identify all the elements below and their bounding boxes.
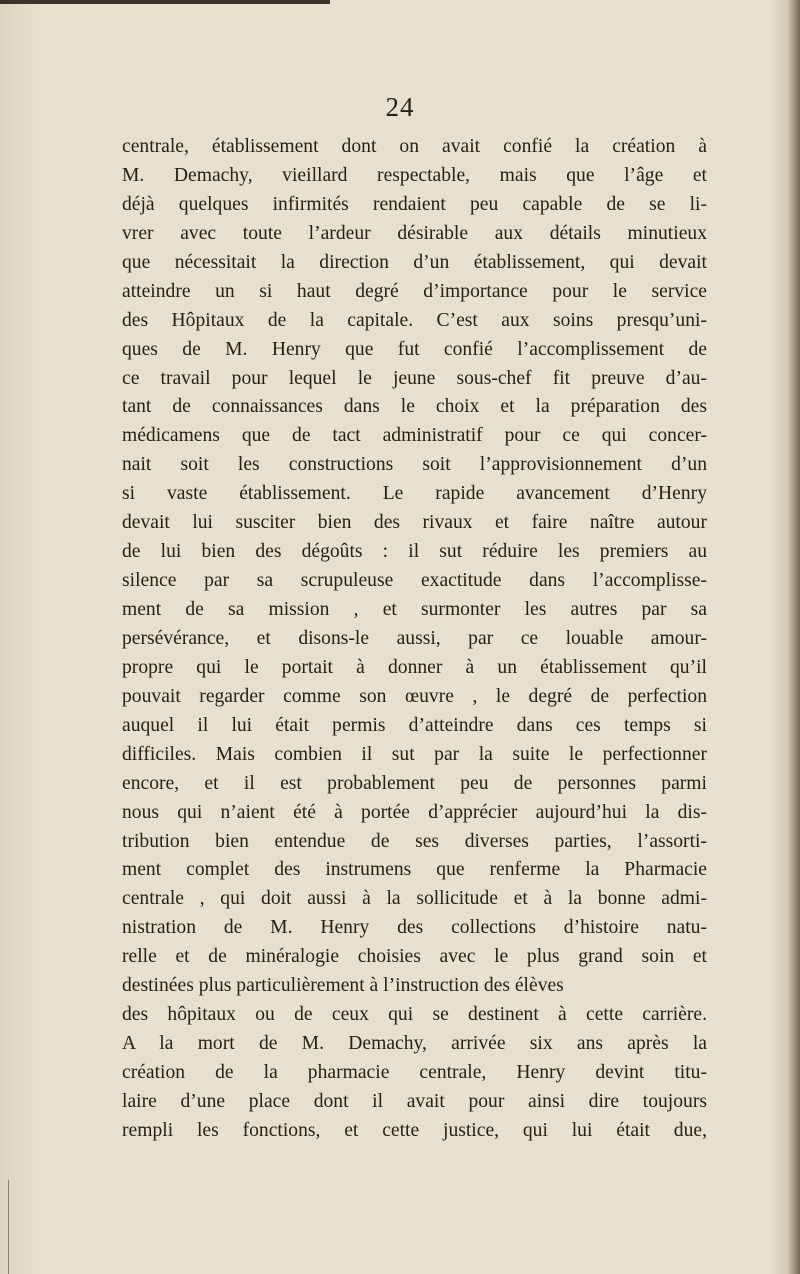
text-line: devait lui susciter bien des rivaux et faire naître autour <box>122 512 707 534</box>
text-line: ment complet des instrumens que renferme la Pharmacie <box>122 859 707 881</box>
page-edge <box>788 0 800 1274</box>
text-line: tant de connaissances dans le choix et la préparation des <box>122 396 707 418</box>
text-line: centrale , qui doit aussi à la sollicitude et à la bonne admi- <box>122 888 707 910</box>
text-line: centrale, établissement dont on avait confié la création à <box>122 136 707 157</box>
text-line: médicamens que de tact administratif pour ce qui concer- <box>122 425 707 447</box>
page-margin-line <box>8 1180 9 1274</box>
text-line: atteindre un si haut degré d’importance pour le service <box>122 280 707 302</box>
text-line: propre qui le portait à donner à un établissement qu’il <box>122 656 707 678</box>
text-line: déjà quelques infirmités rendaient peu capable de se li- <box>122 193 707 215</box>
text-line: silence par sa scrupuleuse exactitude dans l’accomplisse- <box>122 570 707 592</box>
text-line: vrer avec toute l’ardeur désirable aux détails minutieux <box>122 222 707 244</box>
page-number: 24 <box>385 92 415 122</box>
text-line: nous qui n’aient été à portée d’apprécier aujourd’hui la dis- <box>122 801 707 823</box>
text-line: création de la pharmacie centrale, Henry devint titu- <box>122 1062 707 1083</box>
text-line: des hôpitaux ou de ceux qui se destinent à cette carrière. <box>122 1004 707 1026</box>
paragraph-end-line: destinées plus particulièrement à l’instruction des élèves <box>122 975 564 997</box>
body-text <box>122 133 707 1146</box>
text-line: M. Demachy, vieillard respectable, mais que l’âge et <box>122 164 707 186</box>
text-line: que nécessitait la direction d’un établissement, qui devait <box>122 251 707 273</box>
text-line: ce travail pour lequel le jeune sous-chef fit preuve d’au- <box>122 367 707 389</box>
text-line: difficiles. Mais combien il sut par la suite le perfectionner <box>122 743 707 765</box>
text-line: relle et de minéralogie choisies avec le plus grand soin et <box>122 946 707 968</box>
text-line: des Hôpitaux de la capitale. C’est aux soins presqu’uni- <box>122 309 707 331</box>
text-line: persévérance, et disons-le aussi, par ce louable amour- <box>122 627 707 649</box>
text-line: rempli les fonctions, et cette justice, qui lui était due, <box>122 1119 707 1141</box>
top-rule <box>0 0 330 4</box>
text-line: nistration de M. Henry des collections d’histoire natu- <box>122 917 707 939</box>
text-line: de lui bien des dégoûts : il sut réduire les premiers au <box>122 541 707 563</box>
text-line: A la mort de M. Demachy, arrivée six ans après la <box>122 1033 707 1055</box>
text-line: tribution bien entendue de ses diverses parties, l’assorti- <box>122 830 707 852</box>
text-line: si vaste établissement. Le rapide avancement d’Henry <box>122 483 707 505</box>
text-line: auquel il lui était permis d’atteindre dans ces temps si <box>122 714 707 736</box>
text-line: ment de sa mission , et surmonter les autres par sa <box>122 599 707 620</box>
text-line: encore, et il est probablement peu de personnes parmi <box>122 772 707 794</box>
text-line: pouvait regarder comme son œuvre , le degré de perfection <box>122 685 707 707</box>
text-line: ques de M. Henry que fut confié l’accomplissement de <box>122 338 707 360</box>
text-line: laire d’une place dont il avait pour ainsi dire toujours <box>122 1090 707 1112</box>
text-line: nait soit les constructions soit l’approvisionnement d’un <box>122 454 707 476</box>
